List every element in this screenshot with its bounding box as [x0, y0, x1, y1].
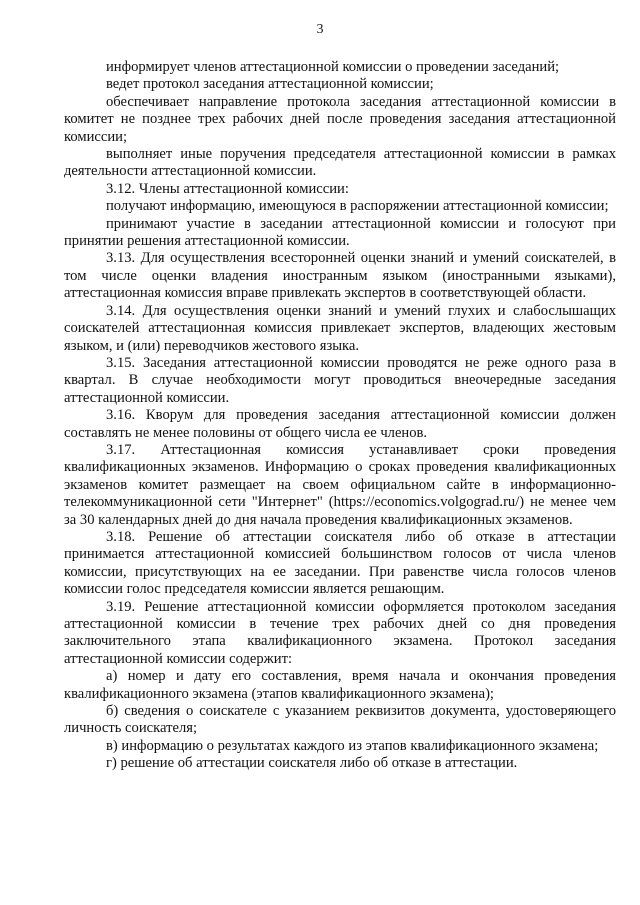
- document-body: [64, 59, 616, 773]
- clause-3-16: 3.16. Кворум для проведения заседания аттестационной комиссии должен составлять не менее половины от общего числа ее членов.: [64, 407, 616, 441]
- paragraph: обеспечивает направление протокола заседания аттестационной комиссии в комитет не позднее трех рабочих дней после проведения заседания аттестационной комиссии;: [64, 93, 616, 145]
- section-heading: 3.12. Члены аттестационной комиссии:: [106, 180, 349, 197]
- clause-3-13: 3.13. Для осуществления всесторонней оценки знаний и умений соискателей, в том числе оценки владения иностранным языком (иностранными языками), аттестационная комиссия вправе привлекать экспертов в соответствующей области.: [64, 250, 616, 302]
- clause-3-19: 3.19. Решение аттестационной комиссии оформляется протоколом заседания аттестационной комиссии в течение трех рабочих дней со дня проведения заключительного этапа квалификационного экзамена. Протокол заседания аттестационной комиссии содержит:: [64, 598, 616, 667]
- clause-3-15: 3.15. Заседания аттестационной комиссии проводятся не реже одного раза в квартал. В случае необходимости могут проводиться внеочередные заседания аттестационной комиссии.: [64, 354, 616, 406]
- list-item-b: б) сведения о соискателе с указанием реквизитов документа, удостоверяющего личность соискателя;: [64, 703, 616, 737]
- list-item-a: а) номер и дату его составления, время начала и окончания проведения квалификационного экзамена (этапов квалификационного экзамена);: [64, 668, 616, 702]
- clause-3-14: 3.14. Для осуществления оценки знаний и умений глухих и слабослышащих соискателей аттестационная комиссия привлекает экспертов, владеющих жестовым языком, и (или) переводчиков жестового языка.: [64, 302, 616, 354]
- paragraph: ведет протокол заседания аттестационной комиссии;: [106, 76, 434, 93]
- page-number: 3: [316, 22, 324, 37]
- list-item-v: в) информацию о результатах каждого из этапов квалификационного экзамена;: [106, 737, 599, 754]
- clause-3-17: 3.17. Аттестационная комиссия устанавливает сроки проведения квалификационных экзаменов. Информацию о сроках проведения квалификационных экзаменов комитет размещает на своем официальном сайте в информационно-телекоммуникационной сети "Интернет" (https://economics.volgograd.ru/) не менее чем за 30 календарных дней до дня начала проведения квалификационных экзаменов.: [64, 441, 616, 528]
- paragraph: получают информацию, имеющуюся в распоряжении аттестационной комиссии;: [106, 198, 609, 215]
- paragraph: выполняет иные поручения председателя аттестационной комиссии в рамках деятельности аттестационной комиссии.: [64, 146, 616, 180]
- paragraph: информирует членов аттестационной комиссии о проведении заседаний;: [106, 59, 560, 75]
- clause-3-18: 3.18. Решение об аттестации соискателя либо об отказе в аттестации принимается аттестационной комиссией большинством голосов от числа членов комиссии, присутствующих на ее заседании. При равенстве числа голосов членов комиссии голос председателя комиссии является решающим.: [64, 528, 616, 598]
- list-item-g: г) решение об аттестации соискателя либо об отказе в аттестации.: [106, 755, 518, 772]
- paragraph: принимают участие в заседании аттестационной комиссии и голосуют при принятии решения аттестационной комиссии.: [64, 215, 616, 250]
